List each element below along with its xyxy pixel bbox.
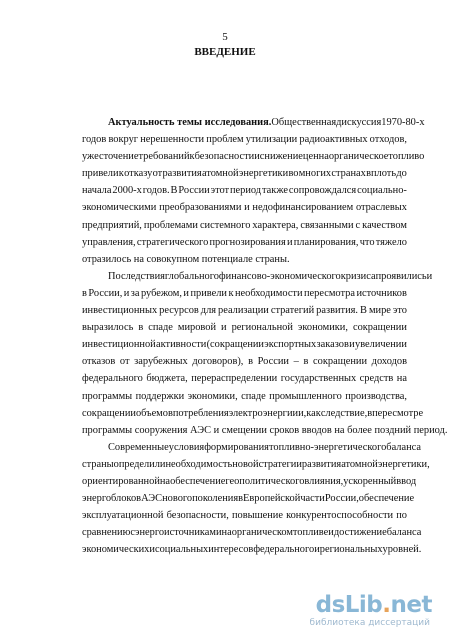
- word: для: [200, 305, 217, 317]
- word: региональной: [231, 322, 293, 334]
- word: доходов: [371, 356, 407, 368]
- word: спаде: [148, 322, 173, 334]
- word: электроэнергии: [228, 407, 299, 419]
- word: перераспределении: [191, 373, 278, 385]
- text-line: [82, 114, 425, 131]
- word: проблемами: [143, 219, 198, 231]
- word: активности: [156, 339, 207, 351]
- section-heading: ВВЕДЕНИЕ: [194, 46, 256, 58]
- word: в: [138, 322, 144, 334]
- text-line: [82, 302, 407, 319]
- text-line: [82, 234, 407, 251]
- word: интересов: [208, 544, 254, 556]
- word: от: [152, 168, 163, 180]
- word: и: [254, 151, 260, 163]
- word: производства,: [345, 390, 407, 402]
- word: средств: [359, 373, 394, 385]
- word: к: [189, 151, 195, 163]
- word: ресурсов: [159, 305, 199, 317]
- word: и: [314, 544, 320, 556]
- word: промышленного: [269, 390, 342, 402]
- word: В: [360, 305, 367, 317]
- word: части: [300, 493, 325, 505]
- word: это: [392, 305, 407, 317]
- word: как: [306, 407, 321, 419]
- word: развития.: [316, 305, 359, 317]
- word: и: [123, 287, 130, 299]
- word: начала: [82, 185, 112, 197]
- word: финансово-экономического: [218, 270, 341, 282]
- word: в: [238, 493, 244, 505]
- text-line: [82, 541, 422, 558]
- word: в: [367, 407, 373, 419]
- word: и: [286, 236, 293, 248]
- text-line: [82, 268, 433, 285]
- word: безопасности: [194, 151, 255, 163]
- word: мире: [368, 305, 391, 317]
- word: и: [183, 287, 189, 299]
- word: эксплуатационной: [82, 510, 164, 522]
- dslib-subtitle: библиотека диссертаций: [309, 618, 430, 628]
- word: и: [328, 527, 334, 539]
- text-line: [82, 422, 448, 439]
- word: программы: [82, 390, 133, 402]
- word: повышение: [231, 510, 283, 522]
- word: источников: [356, 287, 407, 299]
- lead-phrase: Актуальность темы исследования.: [108, 117, 272, 128]
- word: стратегий: [270, 305, 315, 317]
- word: кризиса: [340, 270, 376, 282]
- word: объемов: [135, 407, 173, 419]
- word: заказов: [316, 339, 349, 351]
- word: отразилось на совокупном потенциале страны.: [82, 253, 290, 265]
- document-body: [82, 114, 448, 558]
- word: что: [359, 236, 375, 248]
- text-line: [82, 353, 407, 370]
- word: топливо: [388, 151, 425, 163]
- text-line: [82, 199, 407, 216]
- word: на: [221, 527, 232, 539]
- word: экономическими: [82, 202, 157, 214]
- word: сравнению: [82, 527, 131, 539]
- word: дискуссия: [336, 117, 382, 128]
- text-line: [82, 165, 407, 182]
- word: энергоисточниками: [135, 527, 222, 539]
- word: 1970-80-х: [381, 117, 425, 128]
- word: выразилось: [82, 322, 134, 334]
- word: нерешенности: [140, 134, 205, 146]
- word: Последствия: [108, 270, 165, 282]
- word: недофинансированием: [252, 202, 354, 214]
- text-line: [82, 285, 407, 302]
- word: потребления: [172, 407, 229, 419]
- word: АЭС: [141, 493, 163, 505]
- word: системного: [199, 219, 251, 231]
- word: договоров),: [192, 356, 244, 368]
- word: ориентированной: [82, 475, 160, 487]
- text-line: [82, 524, 422, 541]
- word: зарубежных: [134, 356, 188, 368]
- page-number: 5: [222, 31, 228, 43]
- word: баланса: [386, 441, 421, 453]
- word: необходимость: [165, 458, 233, 470]
- word: связанными: [300, 219, 354, 231]
- text-line: [82, 217, 407, 234]
- text-line: [82, 405, 424, 422]
- word: характера,: [252, 219, 299, 231]
- paragraph: [82, 439, 430, 559]
- word: Общественная: [271, 117, 337, 128]
- word: России,: [88, 287, 123, 299]
- word: увеличении: [355, 339, 407, 351]
- word: новой: [232, 458, 259, 470]
- word: атомной: [341, 458, 378, 470]
- word: достижение: [333, 527, 387, 539]
- word: проблем: [206, 134, 244, 146]
- text-line: [82, 319, 407, 336]
- word: экономики,: [187, 390, 238, 402]
- word: многих: [298, 168, 332, 180]
- word: привели: [82, 168, 119, 180]
- word: вокруг: [108, 134, 139, 146]
- dslib-logo: dsLib.net: [315, 592, 432, 618]
- word: государственных: [280, 373, 357, 385]
- word: в: [248, 356, 253, 368]
- word: к: [118, 168, 124, 180]
- text-line: [82, 507, 407, 524]
- word: и: [426, 270, 433, 282]
- word: следствие,: [320, 407, 368, 419]
- word: топливе: [292, 527, 329, 539]
- word: с: [130, 527, 136, 539]
- word: экспортных: [264, 339, 317, 351]
- word: на: [159, 475, 171, 487]
- word: ввод: [396, 475, 417, 487]
- text-line: [82, 336, 407, 353]
- word: отходов,: [369, 134, 407, 146]
- word: радиоактивных: [299, 134, 368, 146]
- word: прогнозирования: [209, 236, 286, 248]
- word: нового: [162, 493, 193, 505]
- word: по: [396, 510, 407, 522]
- word: сокращении: [352, 322, 407, 334]
- word: и: [244, 202, 250, 214]
- word: атомной: [201, 168, 239, 180]
- word: условия: [168, 441, 205, 453]
- word: период: [229, 185, 262, 197]
- word: безопасности,: [166, 510, 229, 522]
- text-line: [82, 148, 425, 165]
- word: развития: [162, 168, 202, 180]
- word: реализации: [218, 305, 269, 317]
- word: энергетики,: [377, 458, 430, 470]
- word: обеспечение: [170, 475, 226, 487]
- word: федерального: [82, 373, 143, 385]
- word: экономики,: [297, 322, 348, 334]
- word: 2000-х: [112, 185, 142, 197]
- word: энергетики: [238, 168, 289, 180]
- word: формирования: [204, 441, 269, 453]
- word: инвестиционных: [82, 305, 158, 317]
- text-line: [82, 251, 407, 268]
- word: органическое: [328, 151, 389, 163]
- word: экономических: [82, 544, 150, 556]
- word: тяжело: [375, 236, 407, 248]
- word: на: [396, 373, 407, 385]
- word: годов: [82, 134, 107, 146]
- word: Современные: [108, 441, 169, 453]
- word: Европейской: [243, 493, 301, 505]
- word: планирования,: [293, 236, 359, 248]
- word: сокращении: [82, 407, 136, 419]
- word: ускоренный: [343, 475, 397, 487]
- word: поддержки: [135, 390, 185, 402]
- text-line: [82, 490, 415, 507]
- word: спаде: [241, 390, 266, 402]
- word: В: [170, 185, 178, 197]
- word: с: [355, 219, 361, 231]
- dslib-watermark[interactable]: [309, 592, 432, 631]
- word: от: [119, 356, 130, 368]
- word: до: [396, 168, 407, 180]
- word: качеством: [362, 219, 407, 231]
- word: мировой: [177, 322, 217, 334]
- word: программы сооружения АЭС и смещении сроков вводов на более поздний период.: [82, 424, 448, 436]
- text-line: [82, 182, 407, 199]
- text-line: [82, 370, 407, 387]
- paragraph: [82, 114, 425, 268]
- word: –: [293, 356, 299, 368]
- word: снижение: [259, 151, 303, 163]
- word: этот: [210, 185, 230, 197]
- word: России,: [324, 493, 359, 505]
- word: предприятий,: [82, 219, 142, 231]
- word: утилизации: [245, 134, 298, 146]
- paragraph: [82, 268, 448, 439]
- word: региональных: [319, 544, 383, 556]
- word: баланса: [386, 527, 422, 539]
- word: стратегического: [136, 236, 209, 248]
- word: к: [228, 287, 234, 299]
- word: России: [178, 185, 210, 197]
- text-line: [82, 439, 421, 456]
- word: социально-: [357, 185, 407, 197]
- word: пересмотра: [304, 287, 355, 299]
- word: и,: [298, 407, 307, 419]
- word: конкурентоспособности: [286, 510, 394, 522]
- word: преобразованиями: [159, 202, 242, 214]
- word: развития: [301, 458, 342, 470]
- word: проявились: [375, 270, 427, 282]
- word: бюджета,: [146, 373, 188, 385]
- word: привели: [190, 287, 227, 299]
- word: рубежом,: [140, 287, 182, 299]
- word: страны: [82, 458, 114, 470]
- word: и: [149, 544, 155, 556]
- word: пересмотре: [372, 407, 424, 419]
- word: вплоть: [366, 168, 397, 180]
- word: обеспечение: [358, 493, 415, 505]
- word: топливно-энергетического: [268, 441, 387, 453]
- word: отказу: [124, 168, 153, 180]
- text-line: [82, 473, 417, 490]
- word: требований: [138, 151, 190, 163]
- word: ужесточение: [82, 151, 139, 163]
- word: энергоблоков: [82, 493, 142, 505]
- word: (сокращении: [206, 339, 264, 351]
- word: во: [288, 168, 299, 180]
- word: и: [349, 339, 355, 351]
- text-line: [82, 131, 407, 148]
- word: сокращении: [313, 356, 368, 368]
- word: на: [318, 151, 329, 163]
- word: влияния,: [304, 475, 344, 487]
- word: России: [257, 356, 289, 368]
- word: и: [221, 322, 227, 334]
- word: инвестиционной: [82, 339, 156, 351]
- text-line: [82, 388, 407, 405]
- word: необходимости: [234, 287, 303, 299]
- word: в: [303, 356, 309, 368]
- word: отказов: [82, 356, 116, 368]
- word: управления,: [82, 236, 136, 248]
- word: геополитического: [225, 475, 305, 487]
- word: поколения: [192, 493, 239, 505]
- word: сопровождался: [288, 185, 357, 197]
- word: за: [130, 287, 140, 299]
- word: органическом: [231, 527, 293, 539]
- word: цен: [302, 151, 319, 163]
- word: социальных: [154, 544, 209, 556]
- word: глобального: [164, 270, 219, 282]
- word: в: [82, 287, 87, 299]
- text-line: [82, 456, 430, 473]
- word: годов.: [142, 185, 170, 197]
- word: уровней.: [382, 544, 422, 556]
- word: определили: [113, 458, 166, 470]
- word: отраслевых: [355, 202, 407, 214]
- word: странах: [331, 168, 366, 180]
- word: стратегии: [258, 458, 302, 470]
- word: федерального: [253, 544, 315, 556]
- word: также: [262, 185, 288, 197]
